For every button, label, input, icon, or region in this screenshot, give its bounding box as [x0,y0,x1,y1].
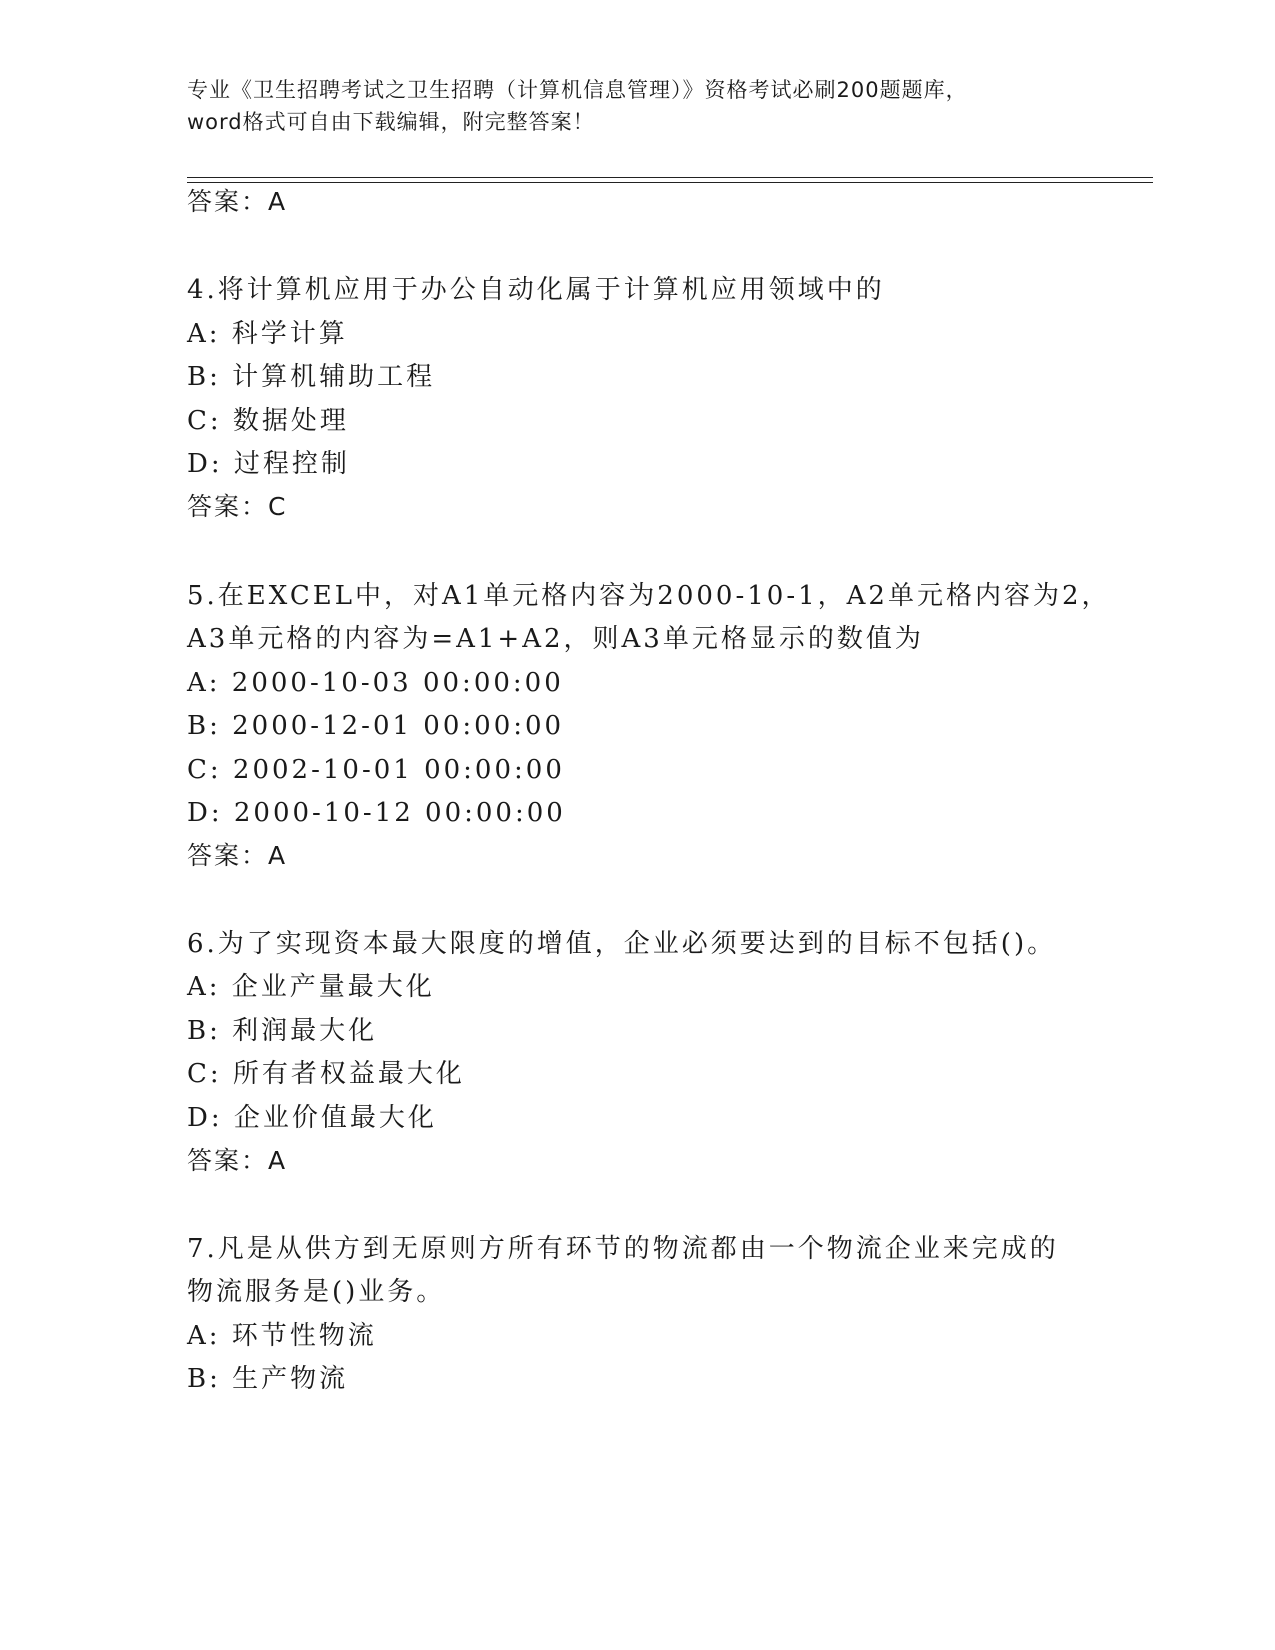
question-6-option-d: D: 企业价值最大化 [187,1103,437,1133]
question-6-option-a: A: 企业产量最大化 [187,972,435,1002]
question-5-option-b: B: 2000-12-01 00:00:00 [187,711,565,741]
question-7-option-a: A: 环节性物流 [187,1321,377,1351]
question-5-option-a: A: 2000-10-03 00:00:00 [187,668,564,698]
question-4-option-b: B: 计算机辅助工程 [187,362,436,392]
question-6-option-b: B: 利润最大化 [187,1016,378,1046]
question-6-option-c: C: 所有者权益最大化 [187,1059,465,1089]
question-4-text: 4.将计算机应用于办公自动化属于计算机应用领域中的 [187,275,885,305]
document-header [187,74,1087,138]
question-7-text-line-1: 7.凡是从供方到无原则方所有环节的物流都由一个物流企业来完成的 [187,1234,1059,1264]
question-4-option-d: D: 过程控制 [187,449,350,479]
question-7-option-b: B: 生产物流 [187,1364,349,1394]
question-4-option-c: C: 数据处理 [187,406,349,436]
question-7-text-line-2: 物流服务是()业务。 [187,1277,446,1307]
question-4-answer: 答案：C [187,492,288,521]
question-5-text-line-1: 5.在EXCEL中，对A1单元格内容为2000-10-1，A2单元格内容为2， [187,581,1111,611]
header-divider-top [187,177,1153,178]
answer-previous-question: 答案：A [187,187,288,216]
question-6-text: 6.为了实现资本最大限度的增值，企业必须要达到的目标不包括()。 [187,929,1057,959]
question-5-option-c: C: 2002-10-01 00:00:00 [187,755,565,785]
question-6-answer: 答案：A [187,1146,288,1175]
header-divider-bottom [187,182,1153,183]
question-4-option-a: A: 科学计算 [187,319,348,349]
question-5-option-d: D: 2000-10-12 00:00:00 [187,798,566,828]
header-title-line-1: 专业《卫生招聘考试之卫生招聘（计算机信息管理）》资格考试必刷200题题库， [187,78,968,102]
question-5-answer: 答案：A [187,841,288,870]
header-title-line-2: word格式可自由下载编辑，附完整答案！ [187,110,595,134]
question-5-text-line-2: A3单元格的内容为=A1+A2，则A3单元格显示的数值为 [187,624,924,654]
